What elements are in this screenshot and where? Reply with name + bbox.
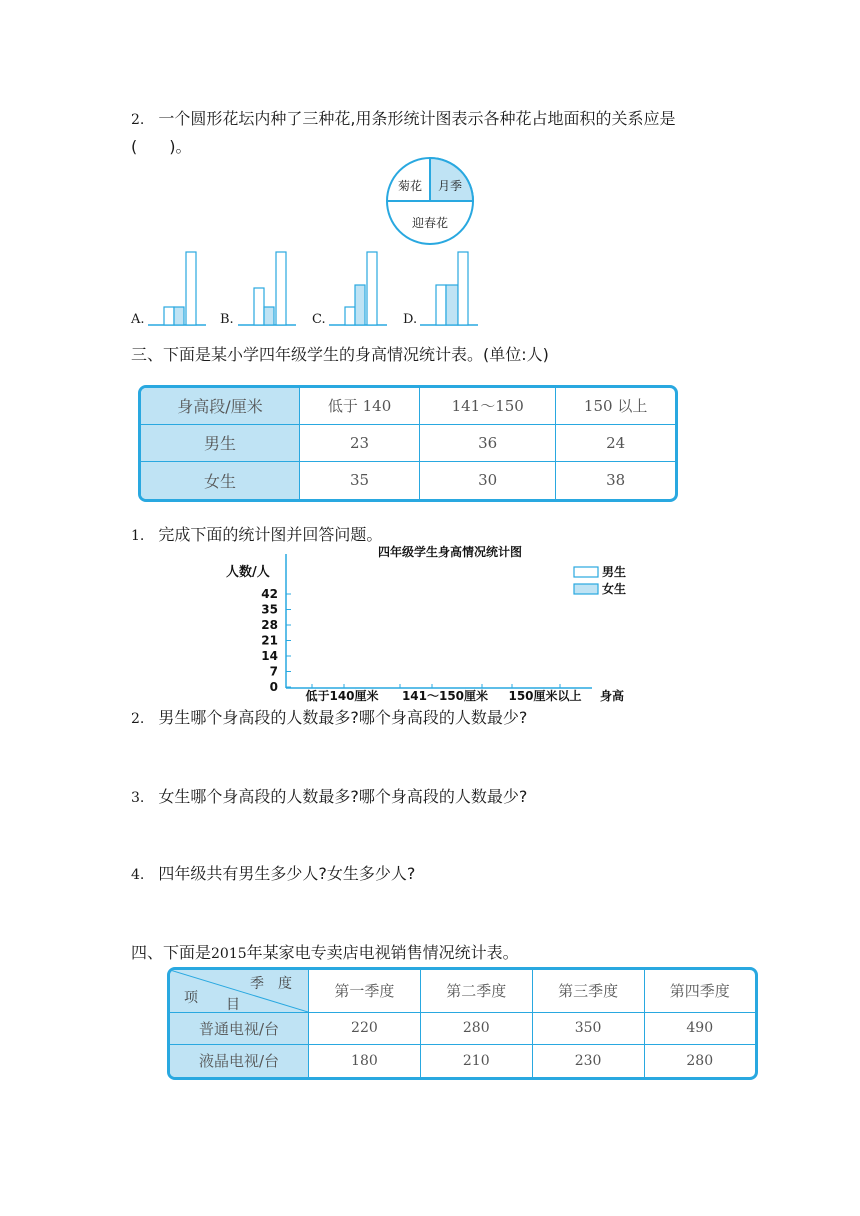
chart-legend — [574, 564, 626, 596]
question-number: 1. — [131, 528, 145, 544]
question-2-flower — [131, 108, 675, 131]
heading-prefix: 四、下面是 — [131, 943, 212, 962]
option-c-label: C. — [312, 312, 326, 327]
table-header-row — [170, 970, 755, 1012]
table-header-row — [141, 388, 675, 424]
label-chrysanthemum: 菊花 — [397, 179, 423, 193]
label-winter-jasmine: 迎春花 — [411, 216, 449, 230]
question-text: 四年级共有男生多少人?女生多少人? — [158, 864, 416, 883]
section-4-heading — [131, 940, 519, 963]
header-cell: 低于 140 — [300, 388, 420, 424]
y-tick-label: 0 — [269, 680, 278, 694]
section-3-heading: 三、下面是某小学四年级学生的身高情况统计表。(单位:人) — [131, 345, 549, 364]
category-label: 150厘米以上 — [508, 689, 582, 703]
table-cell: 220 — [309, 1012, 421, 1044]
chart-xlabel: 身高 — [599, 689, 625, 703]
option-d-bars — [420, 248, 480, 328]
y-tick-label: 14 — [261, 649, 278, 663]
table-row — [141, 461, 675, 499]
category-label: 低于140厘米 — [305, 689, 379, 703]
header-cell: 身高段/厘米 — [141, 388, 300, 424]
heading-suffix: 年某家电专卖店电视销售情况统计表。 — [246, 943, 519, 962]
row-label: 普通电视/台 — [170, 1012, 309, 1044]
legend-swatch-boys — [574, 567, 598, 577]
question-number: 2. — [131, 711, 145, 727]
table-cell: 23 — [300, 424, 420, 461]
blank-bar-chart — [220, 540, 640, 704]
question-number: 4. — [131, 867, 145, 883]
tv-sales-table — [167, 967, 758, 1080]
table-cell: 180 — [309, 1044, 421, 1077]
table-cell: 210 — [420, 1044, 532, 1077]
table-cell: 24 — [556, 424, 675, 461]
legend-label-girls: 女生 — [602, 582, 627, 596]
table-cell: 280 — [644, 1044, 755, 1077]
chart-ylabel: 人数/人 — [226, 565, 270, 580]
table-cell: 30 — [420, 461, 556, 499]
question-text: 一个圆形花坛内种了三种花,用条形统计图表示各种花占地面积的关系应是 — [158, 109, 676, 128]
legend-label-boys: 男生 — [602, 565, 627, 579]
table-cell: 36 — [420, 424, 556, 461]
chart-title: 四年级学生身高情况统计图 — [377, 545, 523, 559]
corner-label-item: 项 — [184, 990, 198, 1006]
option-a-bars — [148, 248, 208, 328]
question-text: 女生哪个身高段的人数最多?哪个身高段的人数最少? — [158, 787, 528, 806]
y-tick-label: 7 — [269, 664, 278, 679]
table-cell: 350 — [532, 1012, 644, 1044]
y-tick-label: 21 — [261, 633, 278, 648]
question-text: 完成下面的统计图并回答问题。 — [158, 525, 383, 544]
header-cell: 第一季度 — [309, 970, 421, 1012]
header-cell: 150 以上 — [556, 388, 675, 424]
question-number: 3. — [131, 790, 145, 806]
question-3 — [131, 786, 527, 809]
option-d-label: D. — [403, 312, 418, 327]
table-row — [141, 424, 675, 461]
table-cell: 490 — [644, 1012, 755, 1044]
corner-label-item-end: 目 — [226, 997, 240, 1013]
legend-swatch-girls — [574, 584, 598, 594]
row-label: 男生 — [141, 424, 300, 461]
y-tick-label: 42 — [261, 587, 278, 601]
heading-year: 2015 — [211, 946, 247, 962]
table-row — [170, 1044, 755, 1077]
table-cell: 230 — [532, 1044, 644, 1077]
table-cell: 280 — [420, 1012, 532, 1044]
category-label: 141～150厘米 — [401, 689, 489, 703]
question-2 — [131, 707, 527, 730]
header-cell: 141～150 — [420, 388, 556, 424]
label-rose: 月季 — [437, 179, 463, 193]
option-b-bars — [238, 248, 298, 328]
flower-bed-diagram — [384, 156, 480, 246]
height-stats-table — [138, 385, 678, 502]
table-cell: 38 — [556, 461, 675, 499]
question-4 — [131, 863, 415, 886]
row-label: 女生 — [141, 461, 300, 499]
corner-label-season: 季 度 — [250, 976, 292, 992]
option-b-label: B. — [220, 312, 234, 327]
y-tick-label: 28 — [261, 618, 278, 632]
option-a-label: A. — [131, 312, 145, 327]
question-text: 男生哪个身高段的人数最多?哪个身高段的人数最少? — [158, 708, 528, 727]
y-tick-label: 35 — [261, 602, 278, 617]
answer-blank: ( )。 — [131, 137, 192, 156]
corner-cell — [170, 970, 309, 1012]
option-c-bars — [329, 248, 389, 328]
table-row — [170, 1012, 755, 1044]
header-cell: 第四季度 — [644, 970, 755, 1012]
question-number: 2. — [131, 112, 145, 128]
header-cell: 第二季度 — [420, 970, 532, 1012]
table-cell: 35 — [300, 461, 420, 499]
header-cell: 第三季度 — [532, 970, 644, 1012]
row-label: 液晶电视/台 — [170, 1044, 309, 1077]
